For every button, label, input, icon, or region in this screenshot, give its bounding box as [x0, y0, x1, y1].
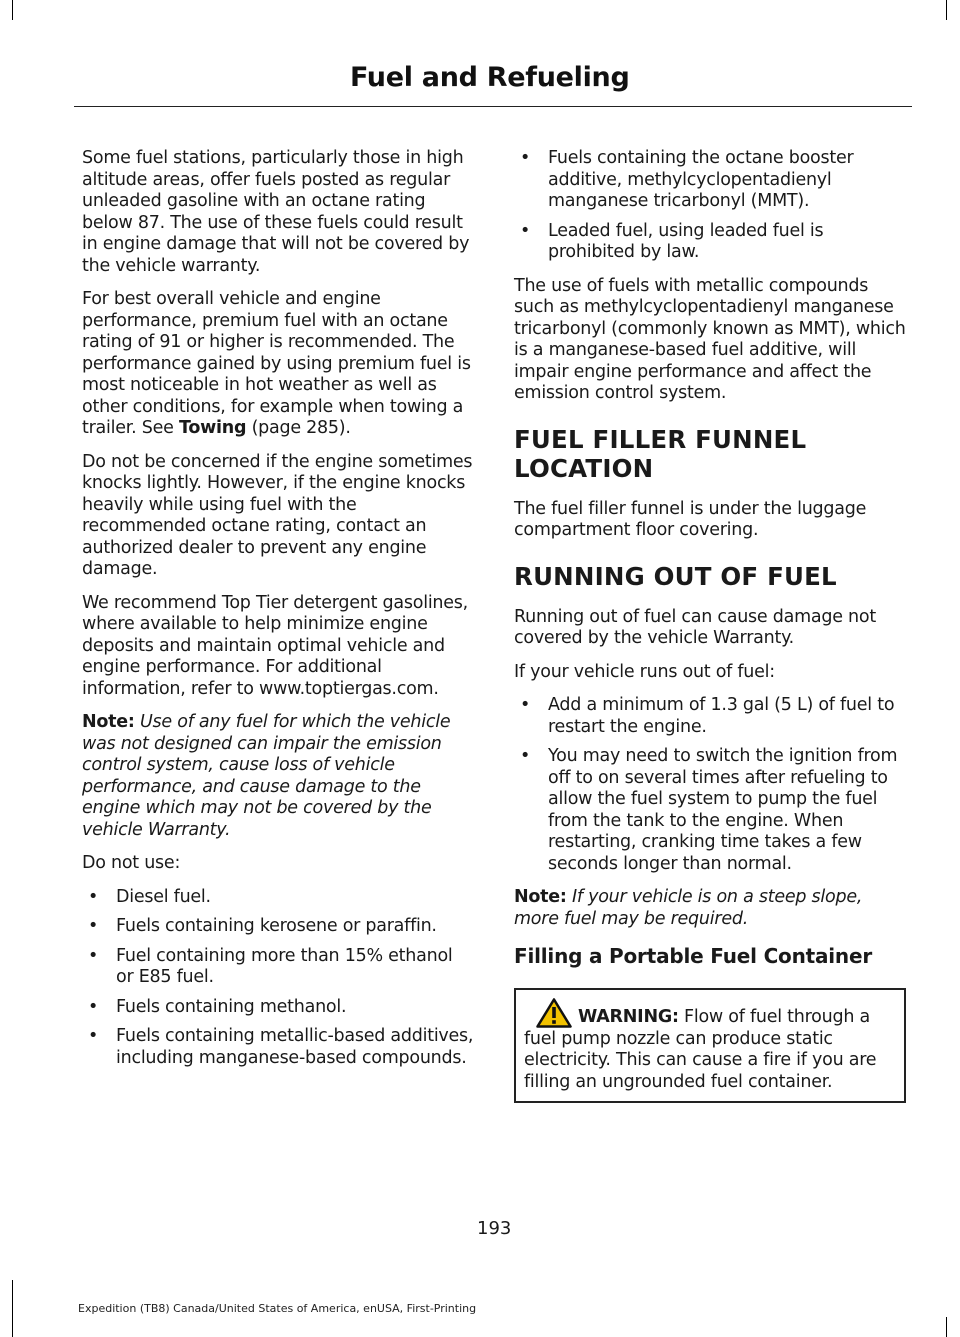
- warning-text: Flow of fuel through a fuel pump nozzle can produce static electricity. This can cause a fire if you are filling an ungrounded fuel container.: [524, 1007, 877, 1092]
- bullet: •: [520, 220, 531, 241]
- right-column: [514, 148, 906, 1103]
- note-text: If your vehicle is on a steep slope, more fuel may be required.: [514, 887, 863, 929]
- towing-link[interactable]: Towing: [178, 418, 247, 438]
- note-label: Note:: [82, 712, 135, 732]
- runs-out-list: [514, 695, 906, 875]
- list-item: [514, 695, 906, 738]
- list-item: [82, 997, 474, 1019]
- text-fragment: For best overall vehicle and engine performance, premium fuel with an octane rating of 91 or higher is recommended. The performance gained by using premium fuel is most noticeable in hot weather as well as other conditions, for example when towing a trailer. See: [82, 289, 471, 438]
- crop-mark-bottom-left: [12, 1280, 13, 1337]
- paragraph-running-out: Running out of fuel can cause damage not covered by the vehicle Warranty.: [514, 606, 876, 648]
- bullet: •: [88, 916, 99, 936]
- paragraph-runs-out-intro: If your vehicle runs out of fuel:: [514, 661, 775, 682]
- footer-text: Expedition (TB8) Canada/United States of America, enUSA, First-Printing: [78, 1302, 477, 1315]
- heading-running-out-of-fuel: RUNNING OUT OF FUEL: [514, 561, 837, 591]
- do-not-use-list: [82, 887, 474, 1070]
- note-fuel-design: [82, 712, 474, 841]
- do-not-use-list-continued: [514, 148, 906, 264]
- paragraph-knocking: Do not be concerned if the engine sometimes knocks lightly. However, if the engine knocks heavily while using fuel with the recommended octane rating, contact an authorized dealer to prevent any engine damage.: [82, 451, 473, 579]
- bullet: •: [88, 996, 99, 1017]
- crop-mark-bottom-right: [946, 1317, 947, 1337]
- list-item-text: Leaded fuel, using leaded fuel is prohibited by law.: [548, 220, 824, 262]
- page-number-text: 193: [477, 1218, 512, 1239]
- list-item-text: Fuel containing more than 15% ethanol or E85 fuel.: [116, 945, 453, 987]
- list-item-text: Fuels containing metallic-based additives, including manganese-based compounds.: [116, 1026, 474, 1068]
- bullet: •: [520, 148, 531, 168]
- warning-label: WARNING:: [578, 1007, 679, 1027]
- heading-line: LOCATION: [514, 453, 654, 483]
- paragraph-metallic-compounds: The use of fuels with metallic compounds such as methylcyclopentadienyl manganese tricarbonyl (commonly known as MMT), which is a manganese-based fuel additive, will impair engine performance and affect the emission control system.: [514, 275, 906, 403]
- heading-fuel-filler-funnel: [514, 425, 906, 483]
- list-item: [82, 887, 474, 909]
- paragraph-premium-fuel: [82, 289, 474, 440]
- list-item: [514, 221, 906, 264]
- crop-mark-top-right: [946, 0, 947, 20]
- list-item: [514, 148, 906, 213]
- note-text: Use of any fuel for which the vehicle was not designed can impair the emission control system, cause loss of vehicle performance, and cause damage to the engine which may not be covered by the vehicle Warranty.: [82, 712, 451, 840]
- warning-box: [514, 988, 906, 1103]
- list-item-text: Fuels containing kerosene or paraffin.: [116, 916, 437, 936]
- paragraph-funnel-location: The fuel filler funnel is under the luggage compartment floor covering.: [514, 498, 867, 540]
- list-item-text: Diesel fuel.: [116, 886, 211, 907]
- bullet: •: [520, 746, 531, 766]
- list-item-text: Fuels containing the octane booster additive, methylcyclopentadienyl manganese tricarbonyl (MMT).: [548, 148, 854, 211]
- paragraph-top-tier: We recommend Top Tier detergent gasolines, where available to help minimize engine deposits and maintain optimal vehicle and engine performance. For additional information, refer to www.toptiergas.com.: [82, 592, 468, 699]
- bullet: •: [88, 945, 99, 966]
- paragraph-do-not-use: Do not use:: [82, 853, 181, 873]
- text-fragment: (page 285).: [246, 418, 351, 438]
- list-item: [82, 1026, 474, 1069]
- header-rule: [74, 106, 912, 107]
- list-item: [514, 746, 906, 875]
- heading-line: FUEL FILLER FUNNEL: [514, 424, 807, 454]
- note-steep-slope: [514, 887, 906, 930]
- heading-portable-container: Filling a Portable Fuel Container: [514, 944, 872, 968]
- bullet: •: [88, 1026, 99, 1046]
- list-item-text: You may need to switch the ignition from off to on several times after refueling to allow the fuel system to pump the fuel from the tank to the engine. When restarting, cranking time takes a few seconds longer than normal.: [548, 746, 898, 874]
- list-item-text: Add a minimum of 1.3 gal (5 L) of fuel to restart the engine.: [548, 695, 895, 737]
- paragraph-low-octane: Some fuel stations, particularly those in high altitude areas, offer fuels posted as regular unleaded gasoline with an octane rating below 87. The use of these fuels could result in engine damage that will not be covered by the vehicle warranty.: [82, 148, 470, 276]
- crop-mark-top-left: [12, 0, 13, 20]
- header-title: Fuel and Refueling: [350, 62, 630, 93]
- bullet: •: [88, 886, 99, 907]
- warning-triangle-icon: [536, 998, 572, 1028]
- bullet: •: [520, 695, 531, 715]
- list-item-text: Fuels containing methanol.: [116, 996, 347, 1017]
- list-item: [82, 946, 474, 989]
- note-label: Note:: [514, 887, 567, 907]
- left-column: [82, 148, 474, 1081]
- list-item: [82, 916, 474, 938]
